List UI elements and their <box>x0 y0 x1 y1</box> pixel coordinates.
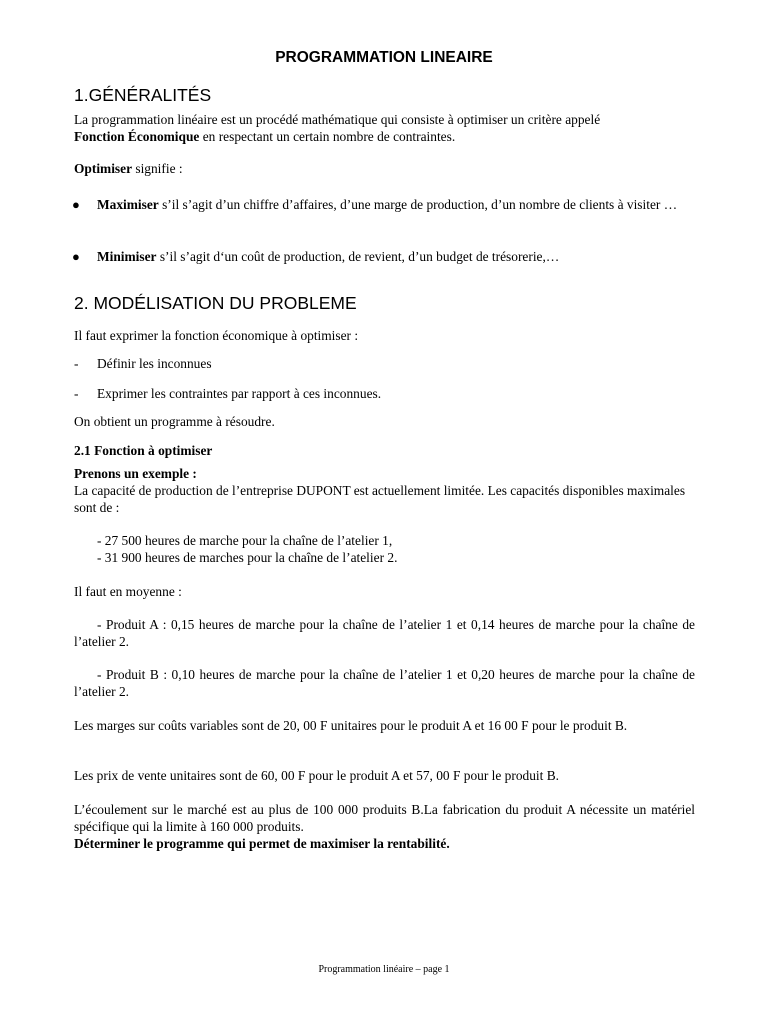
intro-text-a: La programmation linéaire est un procédé mathématique qui consiste à optimiser un critère appelé <box>74 112 601 127</box>
example-heading-text: Prenons un exemple : <box>74 466 197 481</box>
dash-marker: - <box>74 356 79 371</box>
section-heading-modelisation: 2. MODÉLISATION DU PROBLEME <box>74 293 357 313</box>
bullet-marker: ● <box>72 197 80 212</box>
paragraph-moyenne: Il faut en moyenne : <box>74 584 182 599</box>
determiner-bold: Déterminer le programme qui permet de maximiser la rentabilité. <box>74 836 450 851</box>
paragraph-produit-b: - Produit B : 0,10 heures de marche pour la chaîne de l’atelier 1 et 0,20 heures de marche pour la chaîne de l’atelier 2. <box>74 667 695 699</box>
subheading-text: 2.1 Fonction à optimiser <box>74 443 213 458</box>
paragraph-exprimer: Il faut exprimer la fonction économique à optimiser : <box>74 328 359 343</box>
maximiser-bold: Maximiser <box>97 197 159 212</box>
capacity-item-2: - 31 900 heures de marches pour la chaîne de l’atelier 2. <box>97 550 398 565</box>
dash-marker: - <box>74 386 79 401</box>
minimiser-bold: Minimiser <box>97 249 157 264</box>
intro-text-b: en respectant un certain nombre de contraintes. <box>199 129 456 144</box>
list-item-inconnues: Définir les inconnues <box>97 356 212 371</box>
page-footer: Programmation linéaire – page 1 <box>318 964 450 975</box>
bullet-marker: ● <box>72 249 80 264</box>
optimiser-rest: signifie : <box>132 161 183 176</box>
paragraph-capacite: La capacité de production de l’entreprise DUPONT est actuellement limitée. Les capacités disponibles maximales sont de : <box>74 483 686 515</box>
section-heading-generalites: 1.GÉNÉRALITÉS <box>74 85 212 105</box>
list-item-contraintes: Exprimer les contraintes par rapport à ces inconnues. <box>97 386 382 401</box>
subheading-fonction <box>74 442 695 459</box>
paragraph-resoudre: On obtient un programme à résoudre. <box>74 414 275 429</box>
optimiser-bold: Optimiser <box>74 161 133 176</box>
paragraph-produit-a: - Produit A : 0,15 heures de marche pour la chaîne de l’atelier 1 et 0,14 heures de marche pour la chaîne de l’atelier 2. <box>74 617 695 649</box>
document-title: PROGRAMMATION LINEAIRE <box>275 49 493 66</box>
maximiser-rest: s’il s’agit d’un chiffre d’affaires, d’une marge de production, d’un nombre de clients à visiter … <box>158 197 678 212</box>
paragraph-marges: Les marges sur coûts variables sont de 20, 00 F unitaires pour le produit A et 16 00 F pour le produit B. <box>74 718 628 733</box>
intro-bold-term: Fonction Économique <box>74 129 200 144</box>
minimiser-rest: s’il s’agit d‘un coût de production, de revient, d’un budget de trésorerie,… <box>156 249 560 264</box>
bullet-maximiser <box>97 196 695 213</box>
paragraph-determiner <box>74 835 695 852</box>
intro-paragraph <box>74 111 695 145</box>
capacity-item-1: - 27 500 heures de marche pour la chaîne de l’atelier 1, <box>97 533 393 548</box>
paragraph-ecoulement: L’écoulement sur le marché est au plus de 100 000 produits B.La fabrication du produit A nécessite un matériel spécifique qui la limite à 160 000 produits. <box>74 802 695 834</box>
bullet-minimiser <box>97 248 695 265</box>
example-heading <box>74 465 695 482</box>
optimiser-paragraph <box>74 160 695 177</box>
paragraph-prix: Les prix de vente unitaires sont de 60, 00 F pour le produit A et 57, 00 F pour le produit B. <box>74 768 559 783</box>
